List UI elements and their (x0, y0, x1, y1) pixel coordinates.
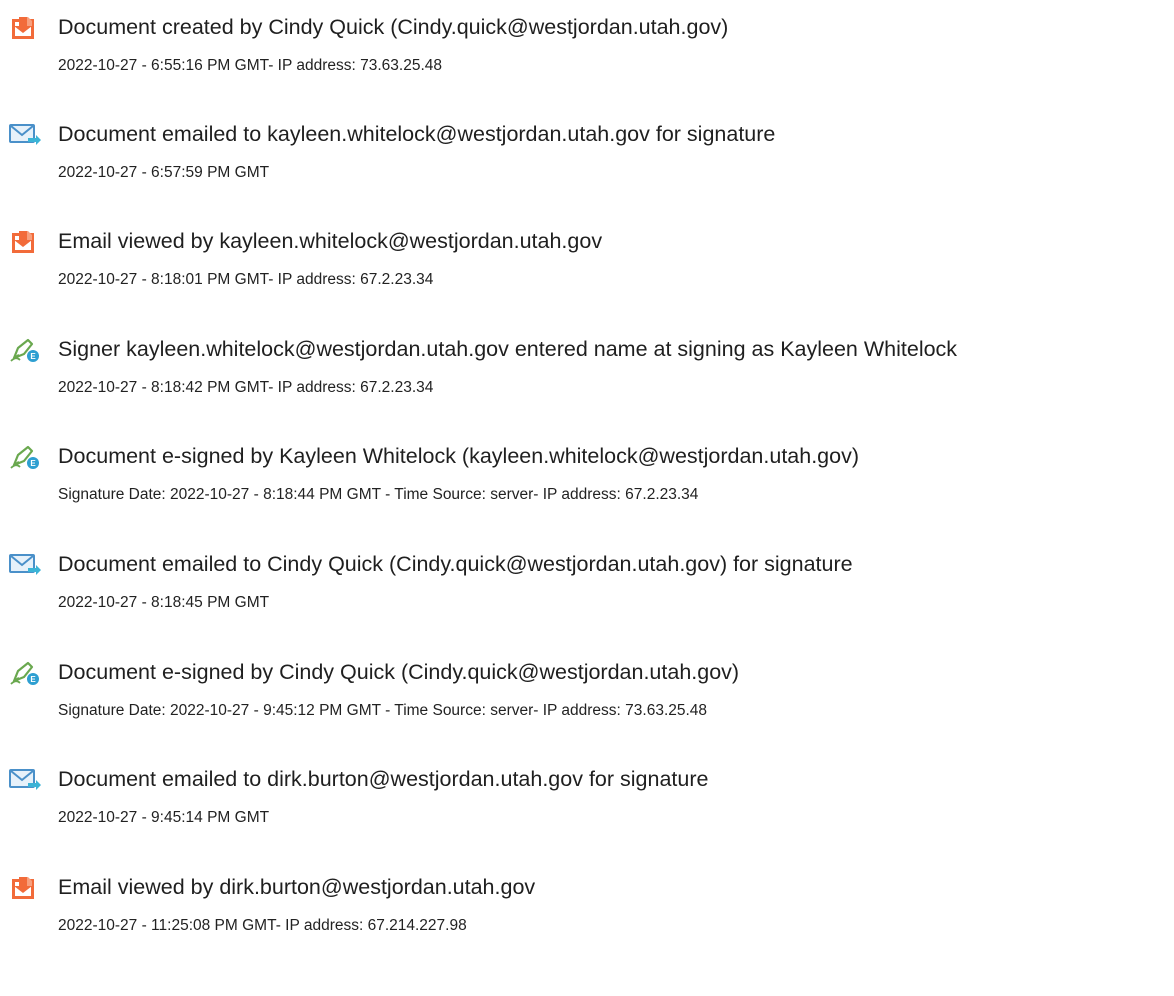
event-timestamp: Signature Date: 2022-10-27 - 9:45:12 PM GMT - Time Source: server- IP address: 73.63.25.48 (58, 702, 708, 719)
email-sent-icon (8, 121, 42, 149)
event-title: Document emailed to dirk.burton@westjordan.utah.gov for signature (58, 767, 709, 791)
event-title: Email viewed by dirk.burton@westjordan.utah.gov (58, 875, 536, 899)
event-timestamp: 2022-10-27 - 8:18:01 PM GMT- IP address: 67.2.23.34 (58, 271, 434, 288)
audit-event (0, 645, 1174, 745)
svg-text:E: E (30, 459, 36, 468)
event-title: Document e-signed by Kayleen Whitelock (kayleen.whitelock@westjordan.utah.gov) (58, 444, 860, 468)
event-timestamp: 2022-10-27 - 11:25:08 PM GMT- IP address: 67.214.227.98 (58, 917, 467, 934)
event-title: Signer kayleen.whitelock@westjordan.utah.gov entered name at signing as Kayleen Whitelock (58, 337, 958, 361)
event-timestamp: Signature Date: 2022-10-27 - 8:18:44 PM GMT - Time Source: server- IP address: 67.2.23.34 (58, 486, 699, 503)
e-sign-pen-icon (8, 443, 42, 471)
document-viewed-icon (8, 874, 42, 902)
email-sent-icon (8, 551, 42, 579)
audit-event (0, 752, 1174, 852)
document-created-icon (8, 14, 42, 42)
e-sign-pen-icon (8, 336, 42, 364)
audit-event (0, 0, 1174, 100)
audit-event (0, 214, 1174, 314)
event-timestamp: 2022-10-27 - 9:45:14 PM GMT (58, 809, 270, 826)
svg-text:E: E (30, 675, 36, 684)
audit-event (0, 107, 1174, 207)
audit-event (0, 429, 1174, 529)
event-timestamp: 2022-10-27 - 6:55:16 PM GMT- IP address: 73.63.25.48 (58, 57, 442, 74)
event-title: Document e-signed by Cindy Quick (Cindy.quick@westjordan.utah.gov) (58, 660, 740, 684)
email-sent-icon (8, 766, 42, 794)
event-title: Document emailed to Cindy Quick (Cindy.quick@westjordan.utah.gov) for signature (58, 552, 853, 576)
audit-event (0, 322, 1174, 422)
event-timestamp: 2022-10-27 - 6:57:59 PM GMT (58, 164, 270, 181)
event-timestamp: 2022-10-27 - 8:18:42 PM GMT- IP address: 67.2.23.34 (58, 379, 434, 396)
document-viewed-icon (8, 228, 42, 256)
audit-event (0, 537, 1174, 637)
event-title: Email viewed by kayleen.whitelock@westjordan.utah.gov (58, 229, 603, 253)
event-title: Document created by Cindy Quick (Cindy.quick@westjordan.utah.gov) (58, 15, 729, 39)
event-timestamp: 2022-10-27 - 8:18:45 PM GMT (58, 594, 270, 611)
audit-event (0, 860, 1174, 960)
svg-text:E: E (30, 352, 36, 361)
event-title: Document emailed to kayleen.whitelock@westjordan.utah.gov for signature (58, 122, 776, 146)
e-sign-pen-icon (8, 659, 42, 687)
